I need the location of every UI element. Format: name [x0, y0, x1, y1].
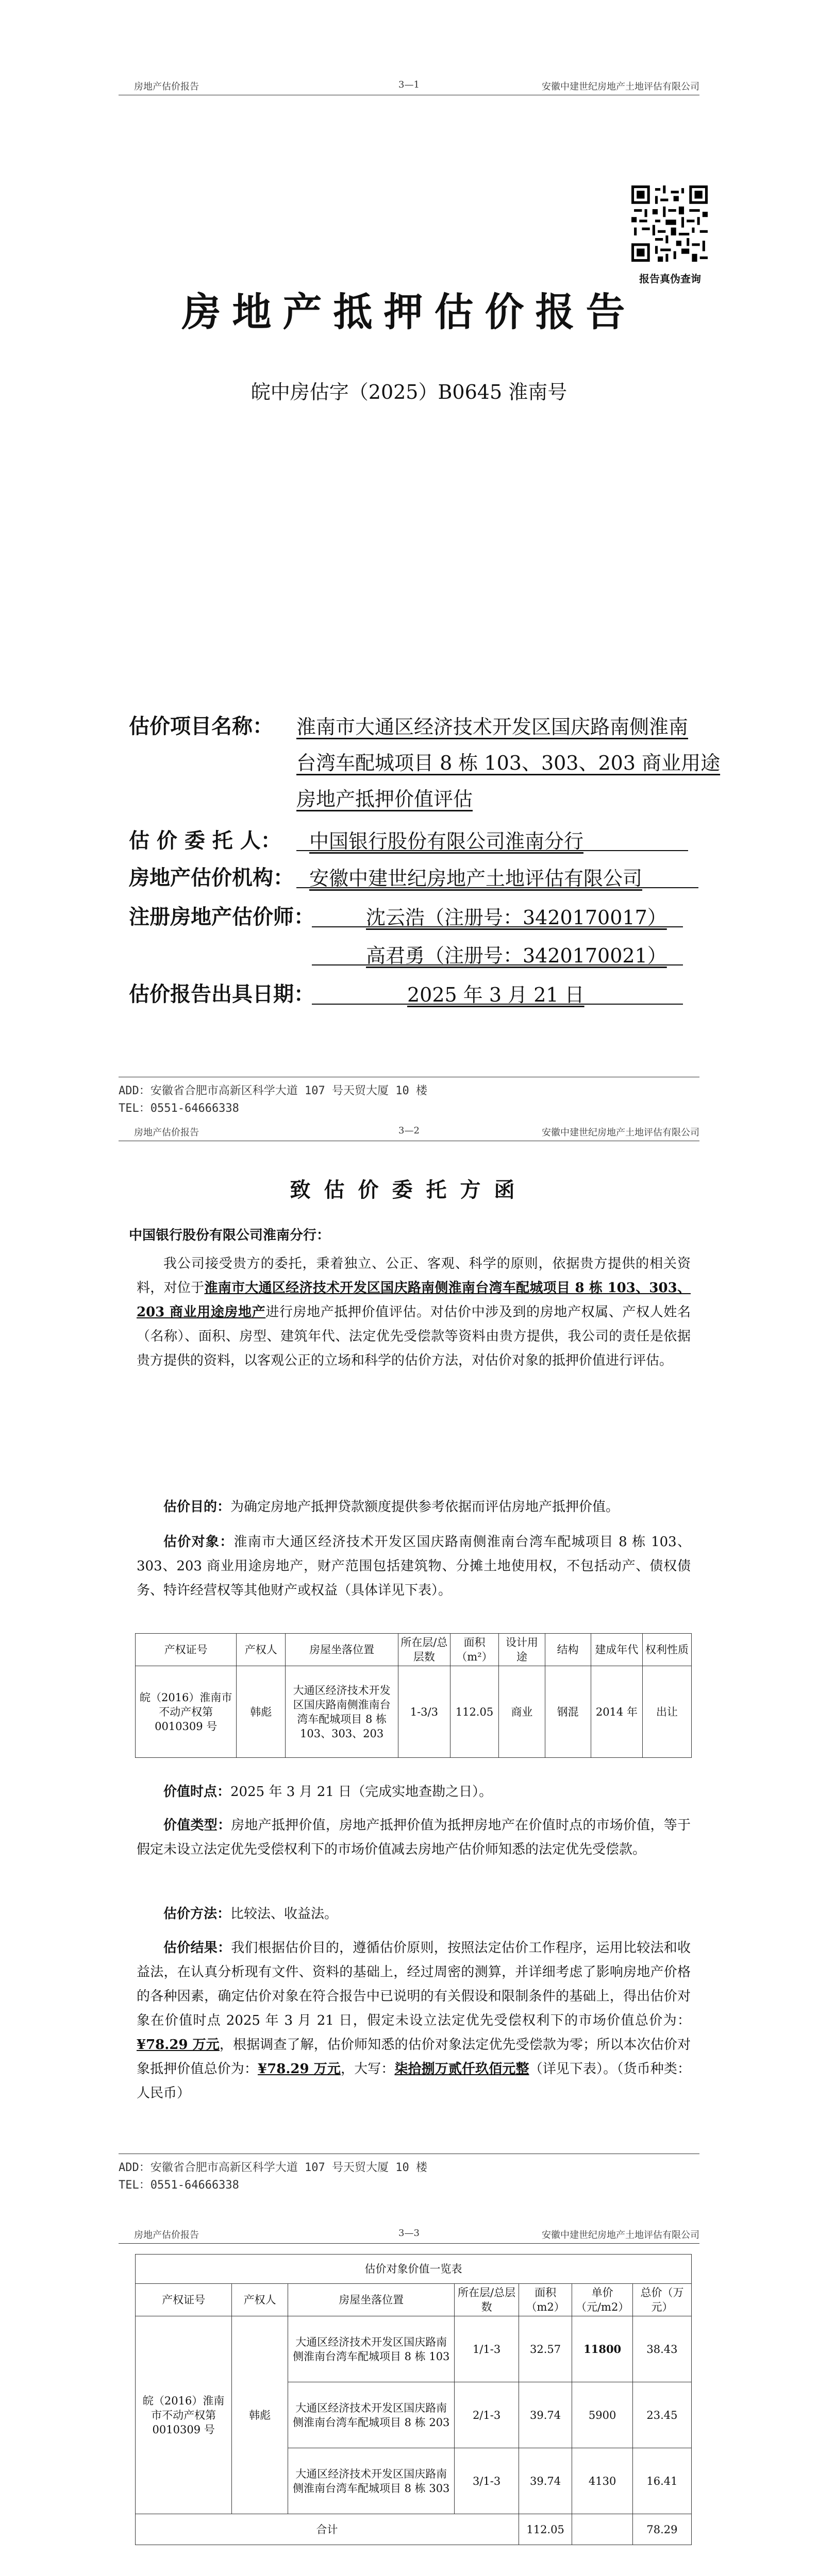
- appraiser-1: 沈云浩（注册号：3420170017）: [366, 906, 667, 929]
- report-date-underline: [312, 1004, 683, 1005]
- footer-address: ADD：安徽省合肥市高新区科学大道 107 号天贸大厦 10 楼: [119, 2161, 427, 2174]
- td-structure: 钢混: [545, 1666, 591, 1758]
- method-paragraph: [137, 1902, 691, 1926]
- vth-owner: 产权人: [232, 2284, 288, 2316]
- project-name-line-2: 台湾车配城项目 8 栋 103、303、203 商业用途: [296, 752, 721, 774]
- org-label: 房地产估价机构：: [129, 866, 294, 890]
- project-name-line-3: 房地产抵押价值评估: [296, 788, 473, 810]
- vtd-price: 5900: [572, 2382, 633, 2448]
- header-left: 房地产估价报告: [134, 1127, 199, 1138]
- page-footer: [119, 1077, 699, 1117]
- header-left: 房地产估价报告: [134, 81, 199, 92]
- value-type-text: 房地产抵押价值，房地产抵押价值为抵押房地产在价值时点的市场价值，等于假定未设立法定优先受偿权利下的市场价值减去房地产估价师知悉的法定优先受偿款。: [137, 1818, 691, 1857]
- header-right: 安徽中建世纪房地产土地评估有限公司: [542, 1127, 699, 1138]
- value-date-label: 价值时点：: [163, 1784, 231, 1800]
- result-label: 估价结果：: [163, 1940, 231, 1956]
- header-page-number: 3—2: [398, 1125, 420, 1136]
- project-name-label: 估价项目名称：: [129, 714, 273, 738]
- p1-part-a: 我公司接受贵方的委托，秉着独立、公正、客观、科学的原则，依据贵方提供的相关资料，对位于: [137, 1256, 691, 1296]
- report-date-value: 2025 年 3 月 21 日: [407, 984, 585, 1006]
- header-left: 房地产估价报告: [134, 2230, 199, 2241]
- value-table-header: [136, 2284, 692, 2316]
- vtd-cert: 皖（2016）淮南市不动产权第 0010309 号: [136, 2316, 232, 2514]
- value-table: [135, 2254, 692, 2545]
- page-header: [119, 77, 699, 95]
- td-area: 112.05: [450, 1666, 499, 1758]
- th-area: 面积（m²）: [450, 1634, 499, 1666]
- vth-floor: 所在层/总层数: [455, 2284, 519, 2316]
- vtd-sum-total: 78.29: [632, 2514, 691, 2545]
- vtd-floor: 3/1-3: [455, 2448, 519, 2514]
- td-right: 出让: [643, 1666, 692, 1758]
- method-label: 估价方法：: [163, 1906, 231, 1922]
- result-paragraph: [137, 1936, 691, 2106]
- header-right: 安徽中建世纪房地产土地评估有限公司: [542, 2230, 699, 2241]
- td-owner: 韩彪: [237, 1666, 286, 1758]
- td-year: 2014 年: [591, 1666, 642, 1758]
- org-underline: [296, 887, 698, 888]
- footer-tel: TEL：0551-64666338: [119, 2179, 239, 2192]
- th-year: 建成年代: [591, 1634, 642, 1666]
- vtd-location: 大通区经济技术开发区国庆路南侧淮南台湾车配城项目 8 栋 203: [288, 2382, 455, 2448]
- vtd-area: 32.57: [519, 2316, 572, 2382]
- object-paragraph: [137, 1530, 691, 1603]
- th-owner: 产权人: [237, 1634, 286, 1666]
- result-text-d: （详见下表）。（货币种类：人民币）: [137, 2061, 691, 2101]
- footer-address: ADD：安徽省合肥市高新区科学大道 107 号天贸大厦 10 楼: [119, 1084, 427, 1097]
- vtd-area: 39.74: [519, 2448, 572, 2514]
- result-text-a: 我们根据估价目的，遵循估价原则，按照法定估价工作程序，运用比较法和收益法，在认真分析现有文件、资料的基础上，经过周密的测算，并详细考虑了影响房地产价格的各种因素，确定估价对象在符合报告中已说明的有关假设和限制条件的基础上，得出估价对象在价值时点 2025 年 3 月 21 日，假定未设立法定优先受偿权利下的市场价值总价为：: [137, 1940, 691, 2028]
- report-title: 房地产抵押估价报告: [181, 289, 637, 335]
- vth-location: 房屋坐落位置: [288, 2284, 455, 2316]
- vtd-sum-area: 112.05: [519, 2514, 572, 2545]
- td-cert: 皖（2016）淮南市不动产权第 0010309 号: [136, 1666, 237, 1758]
- header-page-number: 3—1: [398, 79, 420, 90]
- td-location: 大通区经济技术开发区国庆路南侧淮南台湾车配城项目 8 栋 103、303、203: [286, 1666, 398, 1758]
- object-table-row: [136, 1666, 692, 1758]
- vtd-sum-label: 合计: [136, 2514, 519, 2545]
- appraiser-label: 注册房地产估价师：: [129, 905, 314, 929]
- result-text-b: ，根据调查了解，估价师知悉的估价对象法定优先受偿款为零；所以本次估价对象抵押价值总价为：: [137, 2037, 691, 2077]
- page-header: [119, 2226, 699, 2244]
- purpose-label: 估价目的：: [163, 1499, 231, 1515]
- letter-paragraph-1: [137, 1252, 691, 1373]
- th-location: 房屋坐落位置: [286, 1634, 398, 1666]
- purpose-text: 为确定房地产抵押贷款额度提供参考依据而评估房地产抵押价值。: [230, 1499, 620, 1515]
- object-label: 估价对象：: [163, 1534, 234, 1550]
- result-upper-value: 柒拾捌万贰仟玖佰元整: [394, 2061, 529, 2077]
- object-text: 淮南市大通区经济技术开发区国庆路南侧淮南台湾车配城项目 8 栋 103、303、203 商业用途房地产，财产范围包括建筑物、分摊土地使用权，不包括动产、债权债务、特许经营权等其他财产或权益（具体详见下表）。: [137, 1534, 691, 1598]
- page-footer: [119, 2154, 699, 2194]
- th-floor: 所在层/总层数: [398, 1634, 450, 1666]
- value-table-sum-row: [136, 2514, 692, 2545]
- vtd-location: 大通区经济技术开发区国庆路南侧淮南台湾车配城项目 8 栋 103: [288, 2316, 455, 2382]
- appraiser-2-underline: [312, 964, 683, 965]
- object-table: [135, 1633, 692, 1758]
- vtd-price: 4130: [572, 2448, 633, 2514]
- vtd-sum-empty: [572, 2514, 633, 2545]
- result-text-c: ，大写：: [340, 2061, 395, 2077]
- value-table-title: 估价对象价值一览表: [136, 2255, 692, 2284]
- vtd-price: 11800: [572, 2316, 633, 2382]
- page-header: [119, 1123, 699, 1141]
- th-use: 设计用途: [499, 1634, 545, 1666]
- vtd-floor: 1/1-3: [455, 2316, 519, 2382]
- th-structure: 结构: [545, 1634, 591, 1666]
- vtd-floor: 2/1-3: [455, 2382, 519, 2448]
- vtd-total: 38.43: [632, 2316, 691, 2382]
- appraiser-2: 高君勇（注册号：3420170021）: [366, 944, 667, 967]
- td-floor: 1-3/3: [398, 1666, 450, 1758]
- value-type-paragraph: [137, 1814, 691, 1862]
- vtd-location: 大通区经济技术开发区国庆路南侧淮南台湾车配城项目 8 栋 303: [288, 2448, 455, 2514]
- vth-price: 单价（元/m2）: [572, 2284, 633, 2316]
- method-text: 比较法、收益法。: [230, 1906, 338, 1922]
- th-cert: 产权证号: [136, 1634, 237, 1666]
- vth-cert: 产权证号: [136, 2284, 232, 2316]
- vth-area: 面积（m2）: [519, 2284, 572, 2316]
- vtd-area: 39.74: [519, 2382, 572, 2448]
- object-table-header: [136, 1634, 692, 1666]
- purpose-paragraph: [137, 1495, 691, 1519]
- td-use: 商业: [499, 1666, 545, 1758]
- letter-addressee: 中国银行股份有限公司淮南分行：: [129, 1228, 330, 1243]
- vth-total: 总价（万元）: [632, 2284, 691, 2316]
- th-right: 权利性质: [643, 1634, 692, 1666]
- qr-code-icon: [631, 185, 708, 262]
- letter-page: [0, 1123, 818, 2205]
- letter-title: 致估价委托方函: [290, 1178, 528, 1202]
- value-page: [0, 2226, 818, 2576]
- vtd-owner: 韩彪: [232, 2316, 288, 2514]
- value-type-label: 价值类型：: [163, 1818, 231, 1833]
- p1-part-c: 进行房地产抵押价值评估。对估价中涉及到的房地产权属、产权人姓名（名称）、面积、房型、建筑年代、法定优先受偿款等资料由贵方提供，我公司的责任是依据贵方提供的资料，以客观公正的立场和科学的估价方法，对估价对象的抵押价值进行评估。: [137, 1304, 691, 1368]
- appraiser-1-underline: [312, 926, 683, 927]
- header-page-number: 3—3: [398, 2228, 420, 2239]
- org-value: 安徽中建世纪房地产土地评估有限公司: [309, 867, 643, 890]
- project-name-line-1: 淮南市大通区经济技术开发区国庆路南侧淮南: [296, 716, 689, 738]
- client-underline: [296, 850, 688, 851]
- footer-tel: TEL：0551-64666338: [119, 1102, 239, 1115]
- client-label: 估 价 委 托 人：: [129, 828, 281, 853]
- header-right: 安徽中建世纪房地产土地评估有限公司: [542, 81, 699, 92]
- report-date-label: 估价报告出具日期：: [129, 982, 314, 1006]
- result-market-value: ¥78.29 万元: [137, 2037, 220, 2053]
- cover-page: [0, 0, 818, 1115]
- vtd-total: 16.41: [632, 2448, 691, 2514]
- value-table-row: [136, 2316, 692, 2382]
- value-date-text: 2025 年 3 月 21 日（完成实地查勘之日）。: [230, 1784, 493, 1800]
- vtd-total: 23.45: [632, 2382, 691, 2448]
- result-mortgage-value: ¥78.29 万元: [258, 2061, 341, 2077]
- p1-property: 淮南市大通区经济技术开发区国庆路南侧淮南台湾车配城项目 8 栋 103、303、203 商业用途房地产: [137, 1280, 691, 1320]
- client-value: 中国银行股份有限公司淮南分行: [309, 830, 584, 853]
- qr-label: 报告真伪查询: [639, 273, 701, 285]
- value-date-paragraph: [137, 1780, 691, 1804]
- report-code: 皖中房估字（2025）B0645 淮南号: [251, 381, 567, 403]
